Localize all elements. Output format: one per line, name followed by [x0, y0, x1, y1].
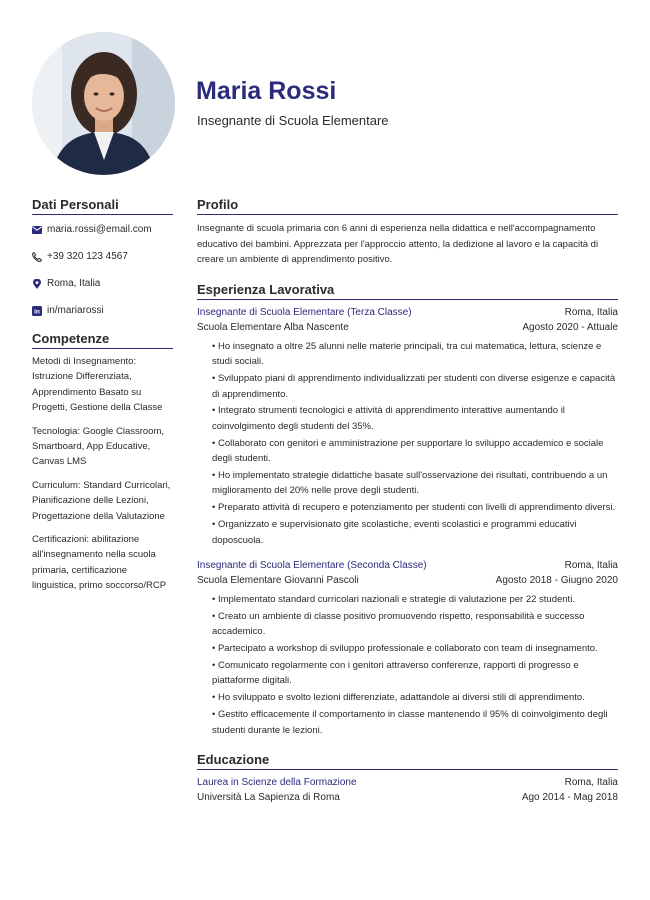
list-item: • Preparato attività di recupero e potenziamento per studenti con livelli di apprendimento diversi.	[212, 502, 616, 514]
job-role: Insegnante di Scuola Elementare (Seconda Classe)	[197, 560, 427, 572]
phone-text: +39 320 123 4567	[47, 251, 128, 262]
education-entry	[197, 775, 618, 805]
job-dates: Agosto 2018 - Giugno 2020	[495, 575, 618, 587]
candidate-name: Maria Rossi	[196, 77, 337, 105]
job-company: Scuola Elementare Alba Nascente	[197, 321, 349, 333]
contact-heading: Dati Personali	[32, 197, 173, 215]
portrait-illustration	[32, 32, 175, 175]
list-item: • Gestito efficacemente il comportamento in classe mantenendo il 95% di coinvolgimento degli studenti durante le lezioni.	[212, 709, 608, 736]
profile-text: Insegnante di scuola primaria con 6 anni di esperienza nella didattica e nell'accompagnamento educativo dei bambini. Apprezzata per l'approccio attento, la dedizione al lavoro e la capacità di creare un ambiente di apprendimento positivo.	[197, 223, 599, 266]
job-role: Insegnante di Scuola Elementare (Terza Classe)	[197, 306, 412, 318]
list-item: • Sviluppato piani di apprendimento individualizzati per studenti con diverse esigenze e capacità di apprendimento.	[212, 373, 616, 400]
education-heading: Educazione	[197, 752, 618, 770]
list-item: • Collaborato con genitori e amministrazione per supportare lo sviluppo accademico e sociale degli studenti.	[212, 437, 604, 465]
experience-heading: Esperienza Lavorativa	[197, 282, 618, 300]
location-pin-icon	[32, 279, 42, 289]
svg-text:in: in	[34, 308, 40, 316]
phone-icon	[32, 252, 42, 262]
job-bullets	[197, 592, 618, 738]
list-item: • Comunicato regolarmente con i genitori attraverso conferenze, rapporti di progresso e piattaforme digitali.	[212, 659, 579, 687]
left-column	[32, 197, 173, 602]
location-text: Roma, Italia	[47, 278, 101, 289]
contact-linkedin[interactable]	[32, 304, 173, 317]
job-dates: Agosto 2020 - Attuale	[522, 321, 618, 333]
skills-heading: Competenze	[32, 331, 173, 349]
list-item: • Ho sviluppato e svolto lezioni differenziate, adattandole ai diversi stili di apprendimento.	[212, 692, 585, 704]
skill-item: Metodi di Insegnamento: Istruzione Differenziata, Apprendimento Basato su Progetti, Gestione della Classe	[32, 356, 163, 414]
contact-list	[32, 223, 173, 317]
job-entry	[197, 558, 618, 738]
contact-email[interactable]	[32, 223, 173, 236]
list-item: • Creato un ambiente di classe positivo promuovendo rispetto, responsabilità e successo accademico.	[212, 610, 585, 638]
linkedin-icon	[32, 306, 42, 316]
list-item: • Implementato standard curricolari nazionali e strategie di valutazione per 22 studenti.	[212, 594, 575, 606]
profile-photo	[32, 32, 175, 175]
contact-location	[32, 277, 173, 290]
email-icon	[32, 225, 42, 235]
email-text: maria.rossi@email.com	[47, 224, 152, 235]
degree: Laurea in Scienze della Formazione	[197, 777, 357, 789]
job-bullets	[197, 339, 618, 548]
university: Università La Sapienza di Roma	[197, 792, 340, 804]
contact-phone[interactable]	[32, 250, 173, 263]
job-title: Insegnante di Scuola Elementare	[197, 113, 389, 128]
skills-list	[32, 354, 173, 594]
job-entry	[197, 305, 618, 548]
list-item: • Partecipato a workshop di sviluppo professionale e collaborato con team di insegnamento.	[212, 643, 598, 655]
right-column	[197, 197, 618, 805]
education-location: Roma, Italia	[564, 777, 618, 789]
skill-item: Tecnologia: Google Classroom, Smartboard, App Educative, Canvas LMS	[32, 425, 165, 468]
list-item: • Organizzato e supervisionato gite scolastiche, eventi scolastici e programmi educativi doposcuola.	[212, 519, 577, 546]
profile-heading: Profilo	[197, 197, 618, 215]
linkedin-text: in/mariarossi	[47, 305, 104, 316]
skill-item: Curriculum: Standard Curricolari, Pianificazione delle Lezioni, Progettazione della Valutazione	[32, 479, 171, 522]
skill-item: Certificazioni: abilitazione all'insegnamento nella scuola primaria, certificazione linguistica, primo soccorso/RCP	[32, 534, 167, 592]
job-location: Roma, Italia	[564, 560, 618, 572]
job-location: Roma, Italia	[564, 306, 618, 318]
list-item: • Ho implementato strategie didattiche basate sull'osservazione dei risultati, contribuendo a un miglioramento del 20% nelle prove degli studenti.	[212, 469, 608, 497]
list-item: • Integrato strumenti tecnologici e attività di apprendimento interattive aumentando il coinvolgimento degli studenti del 35%.	[212, 405, 565, 432]
job-company: Scuola Elementare Giovanni Pascoli	[197, 575, 359, 587]
list-item: • Ho insegnato a oltre 25 alunni nelle materie principali, tra cui matematica, lettura, scienze e studi sociali.	[212, 340, 602, 368]
education-dates: Ago 2014 - Mag 2018	[521, 792, 618, 804]
